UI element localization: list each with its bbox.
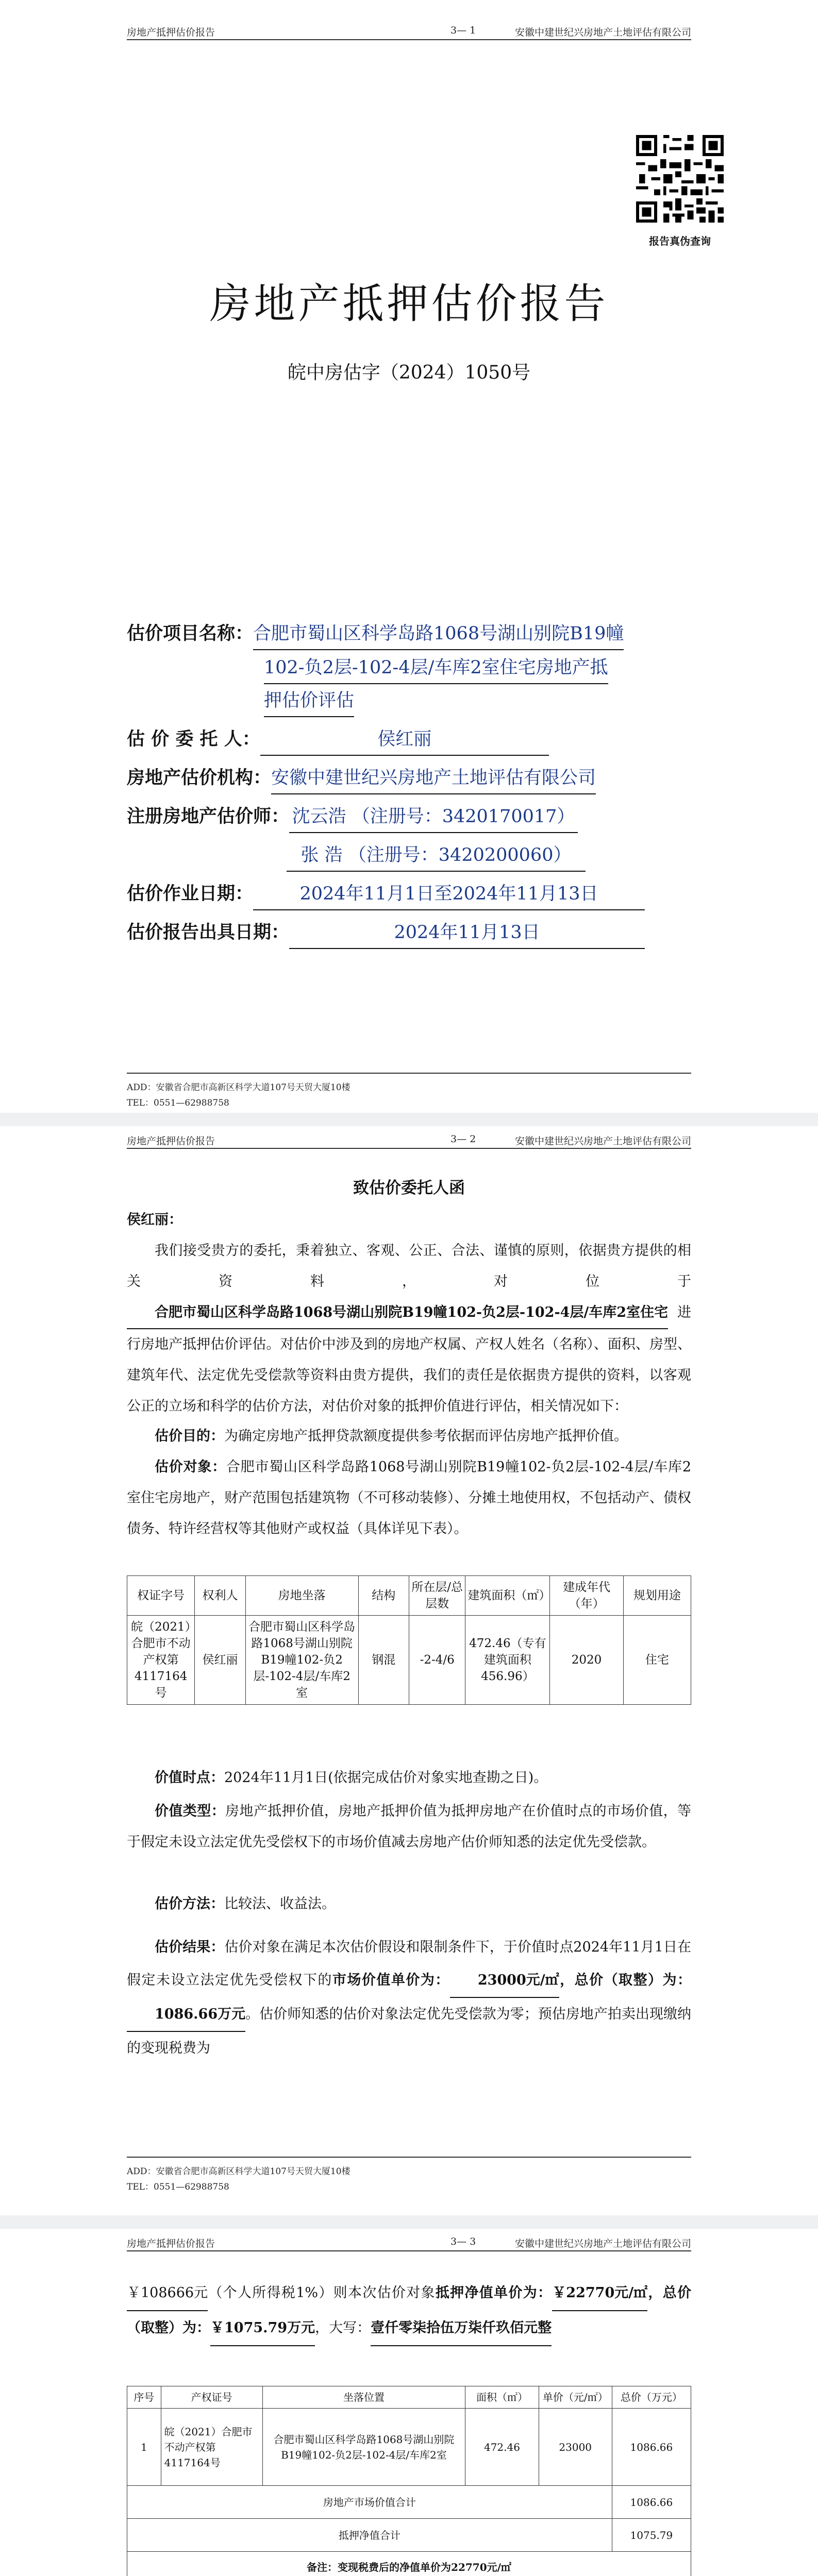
issue-date-value: 2024年11月13日: [289, 917, 645, 949]
object-text: 合肥市蜀山区科学岛路1068号湖山别院B19幢102-负2层-102-4层/车库2室住宅房地产，财产范围包括建筑物（不可移动装修）、分摊土地使用权，不包括动产、债权债务、特许经营权等其他财产或权益（具体详见下表）。: [127, 1459, 692, 1537]
project-line-2: 102-负2层-102-4层/车库2室住宅房地产抵: [264, 652, 608, 684]
object-label: 估价对象：: [155, 1459, 226, 1475]
net-total-value: 1075.79: [612, 2519, 691, 2552]
mortgage-total-label: ，总价（取整）为：: [127, 2285, 692, 2336]
header-left: 房地产抵押估价报告: [127, 2238, 215, 2249]
client-value: 侯红丽: [260, 724, 549, 756]
appraiser-field-2: [287, 840, 586, 872]
agency-label: 房地产估价机构：: [127, 767, 272, 788]
footer-address: ADD：安徽省合肥市高新区科学大道107号天贸大厦10楼: [127, 1082, 350, 1093]
td-structure: 钢混: [358, 1616, 409, 1705]
td-use: 住宅: [623, 1616, 691, 1705]
page-header: [127, 23, 691, 40]
th-area: 面积（㎡）: [465, 2386, 539, 2409]
cover-page: [0, 0, 818, 1108]
value-date-text: 2024年11月1日(依据完成估价对象实地查勘之日)。: [224, 1770, 548, 1786]
purpose-text: 为确定房地产抵押贷款额度提供参考依据而评估房地产抵押价值。: [224, 1428, 628, 1444]
qr-caption: 报告真伪查询: [649, 235, 711, 247]
header-page-no: 3— 3: [450, 2236, 476, 2247]
table-header-row: [127, 2386, 691, 2409]
value-date-label: 价值时点：: [155, 1770, 224, 1786]
qr-code[interactable]: [636, 135, 724, 223]
document-number: 皖中房估字（2024）1050号: [287, 362, 531, 383]
th-unit-price: 单价（元/㎡）: [539, 2386, 612, 2409]
header-left: 房地产抵押估价报告: [127, 1136, 215, 1147]
result-continued: [127, 2276, 691, 2346]
project-name-line3: [264, 685, 354, 717]
page-footer: [127, 1073, 691, 1111]
header-left: 房地产抵押估价报告: [127, 27, 215, 38]
market-total-label: 房地产市场价值合计: [127, 2486, 612, 2519]
td-year: 2020: [550, 1616, 623, 1705]
letter-title: 致估价委托人函: [353, 1179, 465, 1197]
agency-field: [127, 762, 596, 794]
uppercase-value: 壹仟零柒拾伍万柒仟玖佰元整: [371, 2311, 552, 2346]
method-label: 估价方法：: [155, 1896, 224, 1912]
th-total-price: 总价（万元）: [612, 2386, 691, 2409]
intro-paragraph: [127, 1235, 691, 1422]
salutation: 侯红丽：: [127, 1212, 182, 1228]
object-paragraph: [127, 1452, 691, 1545]
project-label: 估价项目名称：: [127, 623, 254, 644]
agency-value: 安徽中建世纪兴房地产土地评估有限公司: [271, 762, 596, 794]
appraiser-1: 沈云浩 （注册号：3420170017）: [289, 801, 578, 833]
th-use: 规划用途: [623, 1576, 691, 1616]
appraiser-field: [127, 801, 578, 833]
th-floor: 所在层/总层数: [409, 1576, 465, 1616]
project-name-field: [127, 618, 699, 650]
result-text-3: （个人所得税1%）则本次估价对象: [208, 2285, 436, 2301]
td-total-price: 1086.66: [612, 2409, 691, 2486]
th-cert: 产权证号: [161, 2386, 262, 2409]
page-separator: [0, 1113, 818, 1126]
header-page-no: 3— 2: [450, 1133, 476, 1145]
footer-address: ADD：安徽省合肥市高新区科学大道107号天贸大厦10楼: [127, 2166, 350, 2177]
table-row: [127, 1616, 691, 1705]
th-location: 房地坐落: [245, 1576, 358, 1616]
work-date-label: 估价作业日期：: [127, 883, 254, 904]
intro-text-1: 我们接受贵方的委托，秉着独立、客观、公正、合法、谨慎的原则，依据贵方提供的相关资料，对位于: [127, 1243, 691, 1290]
appraiser-2: 张 浩 （注册号：3420200060）: [287, 840, 586, 872]
value-type-label: 价值类型：: [155, 1803, 226, 1819]
project-name-line2: [264, 652, 608, 684]
th-cert: 权证字号: [127, 1576, 195, 1616]
value-date-paragraph: [127, 1762, 691, 1793]
td-area: 472.46: [465, 2409, 539, 2486]
footer-tel: TEL：0551—62988758: [127, 2182, 229, 2192]
td-location: 合肥市蜀山区科学岛路1068号湖山别院B19幢102-负2层-102-4层/车库2室: [262, 2409, 465, 2486]
td-area: 472.46（专有建筑面积456.96）: [465, 1616, 550, 1705]
tax-value: ￥108666元: [127, 2276, 208, 2311]
mortgage-total-value: ￥1075.79万元: [210, 2311, 315, 2346]
mortgage-unit-label: 抵押净值单价为：: [435, 2285, 553, 2301]
issue-date-field: [127, 917, 645, 949]
purpose-paragraph: [127, 1421, 691, 1452]
page-footer: [127, 2157, 691, 2195]
page-header: [127, 2234, 691, 2251]
header-company: 安徽中建世纪兴房地产土地评估有限公司: [514, 2238, 691, 2249]
td-owner: 侯红丽: [195, 1616, 245, 1705]
intro-text-2: 进行房地产抵押估价评估。对估价中涉及到的房地产权属、产权人姓名（名称）、面积、房型、建筑年代、法定优先受偿款等资料由贵方提供，我们的责任是依据贵方提供的资料，以客观公正的立场和科学的估价方法，对估价对象的抵押价值进行评估，相关情况如下：: [127, 1304, 691, 1414]
market-total-value: 1086.66: [612, 2486, 691, 2519]
net-total-row: [127, 2519, 691, 2552]
issue-date-label: 估价报告出具日期：: [127, 922, 290, 943]
project-line-3: 押估价评估: [264, 685, 354, 717]
result-unit-value: 23000元/㎡: [450, 1964, 559, 1998]
valuation-table: [127, 2386, 691, 2576]
td-floor: -2-4/6: [409, 1616, 465, 1705]
purpose-label: 估价目的：: [155, 1428, 224, 1444]
td-location: 合肥市蜀山区科学岛路1068号湖山别院B19幢102-负2层-102-4层/车库2室: [245, 1616, 358, 1705]
work-date-value: 2024年11月1日至2024年11月13日: [253, 878, 645, 910]
td-cert: 皖（2021）合肥市不动产权第4117164号: [127, 1616, 195, 1705]
uppercase-label: ，大写：: [315, 2320, 371, 2336]
th-structure: 结构: [358, 1576, 409, 1616]
header-page-no: 3— 1: [450, 25, 476, 36]
method-text: 比较法、收益法。: [224, 1896, 336, 1912]
market-total-row: [127, 2486, 691, 2519]
property-table: [127, 1575, 691, 1705]
result-total-value: 1086.66万元: [127, 1998, 245, 2032]
value-type-text: 房地产抵押价值，房地产抵押价值为抵押房地产在价值时点的市场价值，等于假定未设立法定优先受偿权下的市场价值减去房地产估价师知悉的法定优先受偿款。: [127, 1803, 692, 1850]
result-total-label: ，总价（取整）为：: [559, 1972, 692, 1988]
result-text-1: 估价对象在满足本次估价假设和限制条件下，于价值时点2024年11月1日在假定未设立法定优先受偿权下的: [127, 1939, 692, 1988]
th-location: 坐落位置: [262, 2386, 465, 2409]
note-row: [127, 2552, 691, 2576]
page-header: [127, 1131, 691, 1149]
result-unit-label: 市场价值单价为：: [332, 1972, 450, 1988]
result-text-2: 。估价师知悉的估价对象法定优先受偿款为零；预估房地产拍卖出现缴纳的变现税费为: [127, 2006, 691, 2056]
footer-tel: TEL：0551—62988758: [127, 1098, 229, 1108]
mortgage-unit-value: ￥22770元/㎡: [552, 2276, 647, 2311]
th-owner: 权利人: [195, 1576, 245, 1616]
th-area: 建筑面积（㎡）: [465, 1576, 550, 1616]
table-header-row: [127, 1576, 691, 1616]
method-paragraph: [127, 1889, 691, 1920]
client-field: [127, 724, 549, 756]
header-company: 安徽中建世纪兴房地产土地评估有限公司: [514, 27, 691, 38]
table-row: [127, 2409, 691, 2486]
td-cert: 皖（2021）合肥市不动产权第4117164号: [161, 2409, 262, 2486]
work-date-field: [127, 878, 645, 910]
project-line-1: 合肥市蜀山区科学岛路1068号湖山别院B19幢: [253, 618, 624, 650]
net-total-label: 抵押净值合计: [127, 2519, 612, 2552]
intro-address: 合肥市蜀山区科学岛路1068号湖山别院B19幢102-负2层-102-4层/车库2室住宅: [127, 1297, 668, 1329]
letter-page-1: [0, 1126, 818, 2215]
report-title: 房地产抵押估价报告: [209, 280, 609, 328]
th-no: 序号: [127, 2386, 161, 2409]
result-paragraph: [127, 1931, 691, 2065]
header-company: 安徽中建世纪兴房地产土地评估有限公司: [514, 1136, 691, 1147]
page-separator: [0, 2215, 818, 2229]
td-no: 1: [127, 2409, 161, 2486]
td-unit-price: 23000: [539, 2409, 612, 2486]
value-type-paragraph: [127, 1796, 691, 1858]
result-label: 估价结果：: [155, 1939, 225, 1955]
table-note: 备注：变现税费后的净值单价为22770元/㎡: [127, 2552, 691, 2576]
client-label: 估 价 委 托 人：: [127, 728, 260, 750]
th-year: 建成年代（年）: [550, 1576, 623, 1616]
letter-page-2: [0, 2229, 818, 2576]
appraiser-label: 注册房地产估价师：: [127, 806, 290, 827]
